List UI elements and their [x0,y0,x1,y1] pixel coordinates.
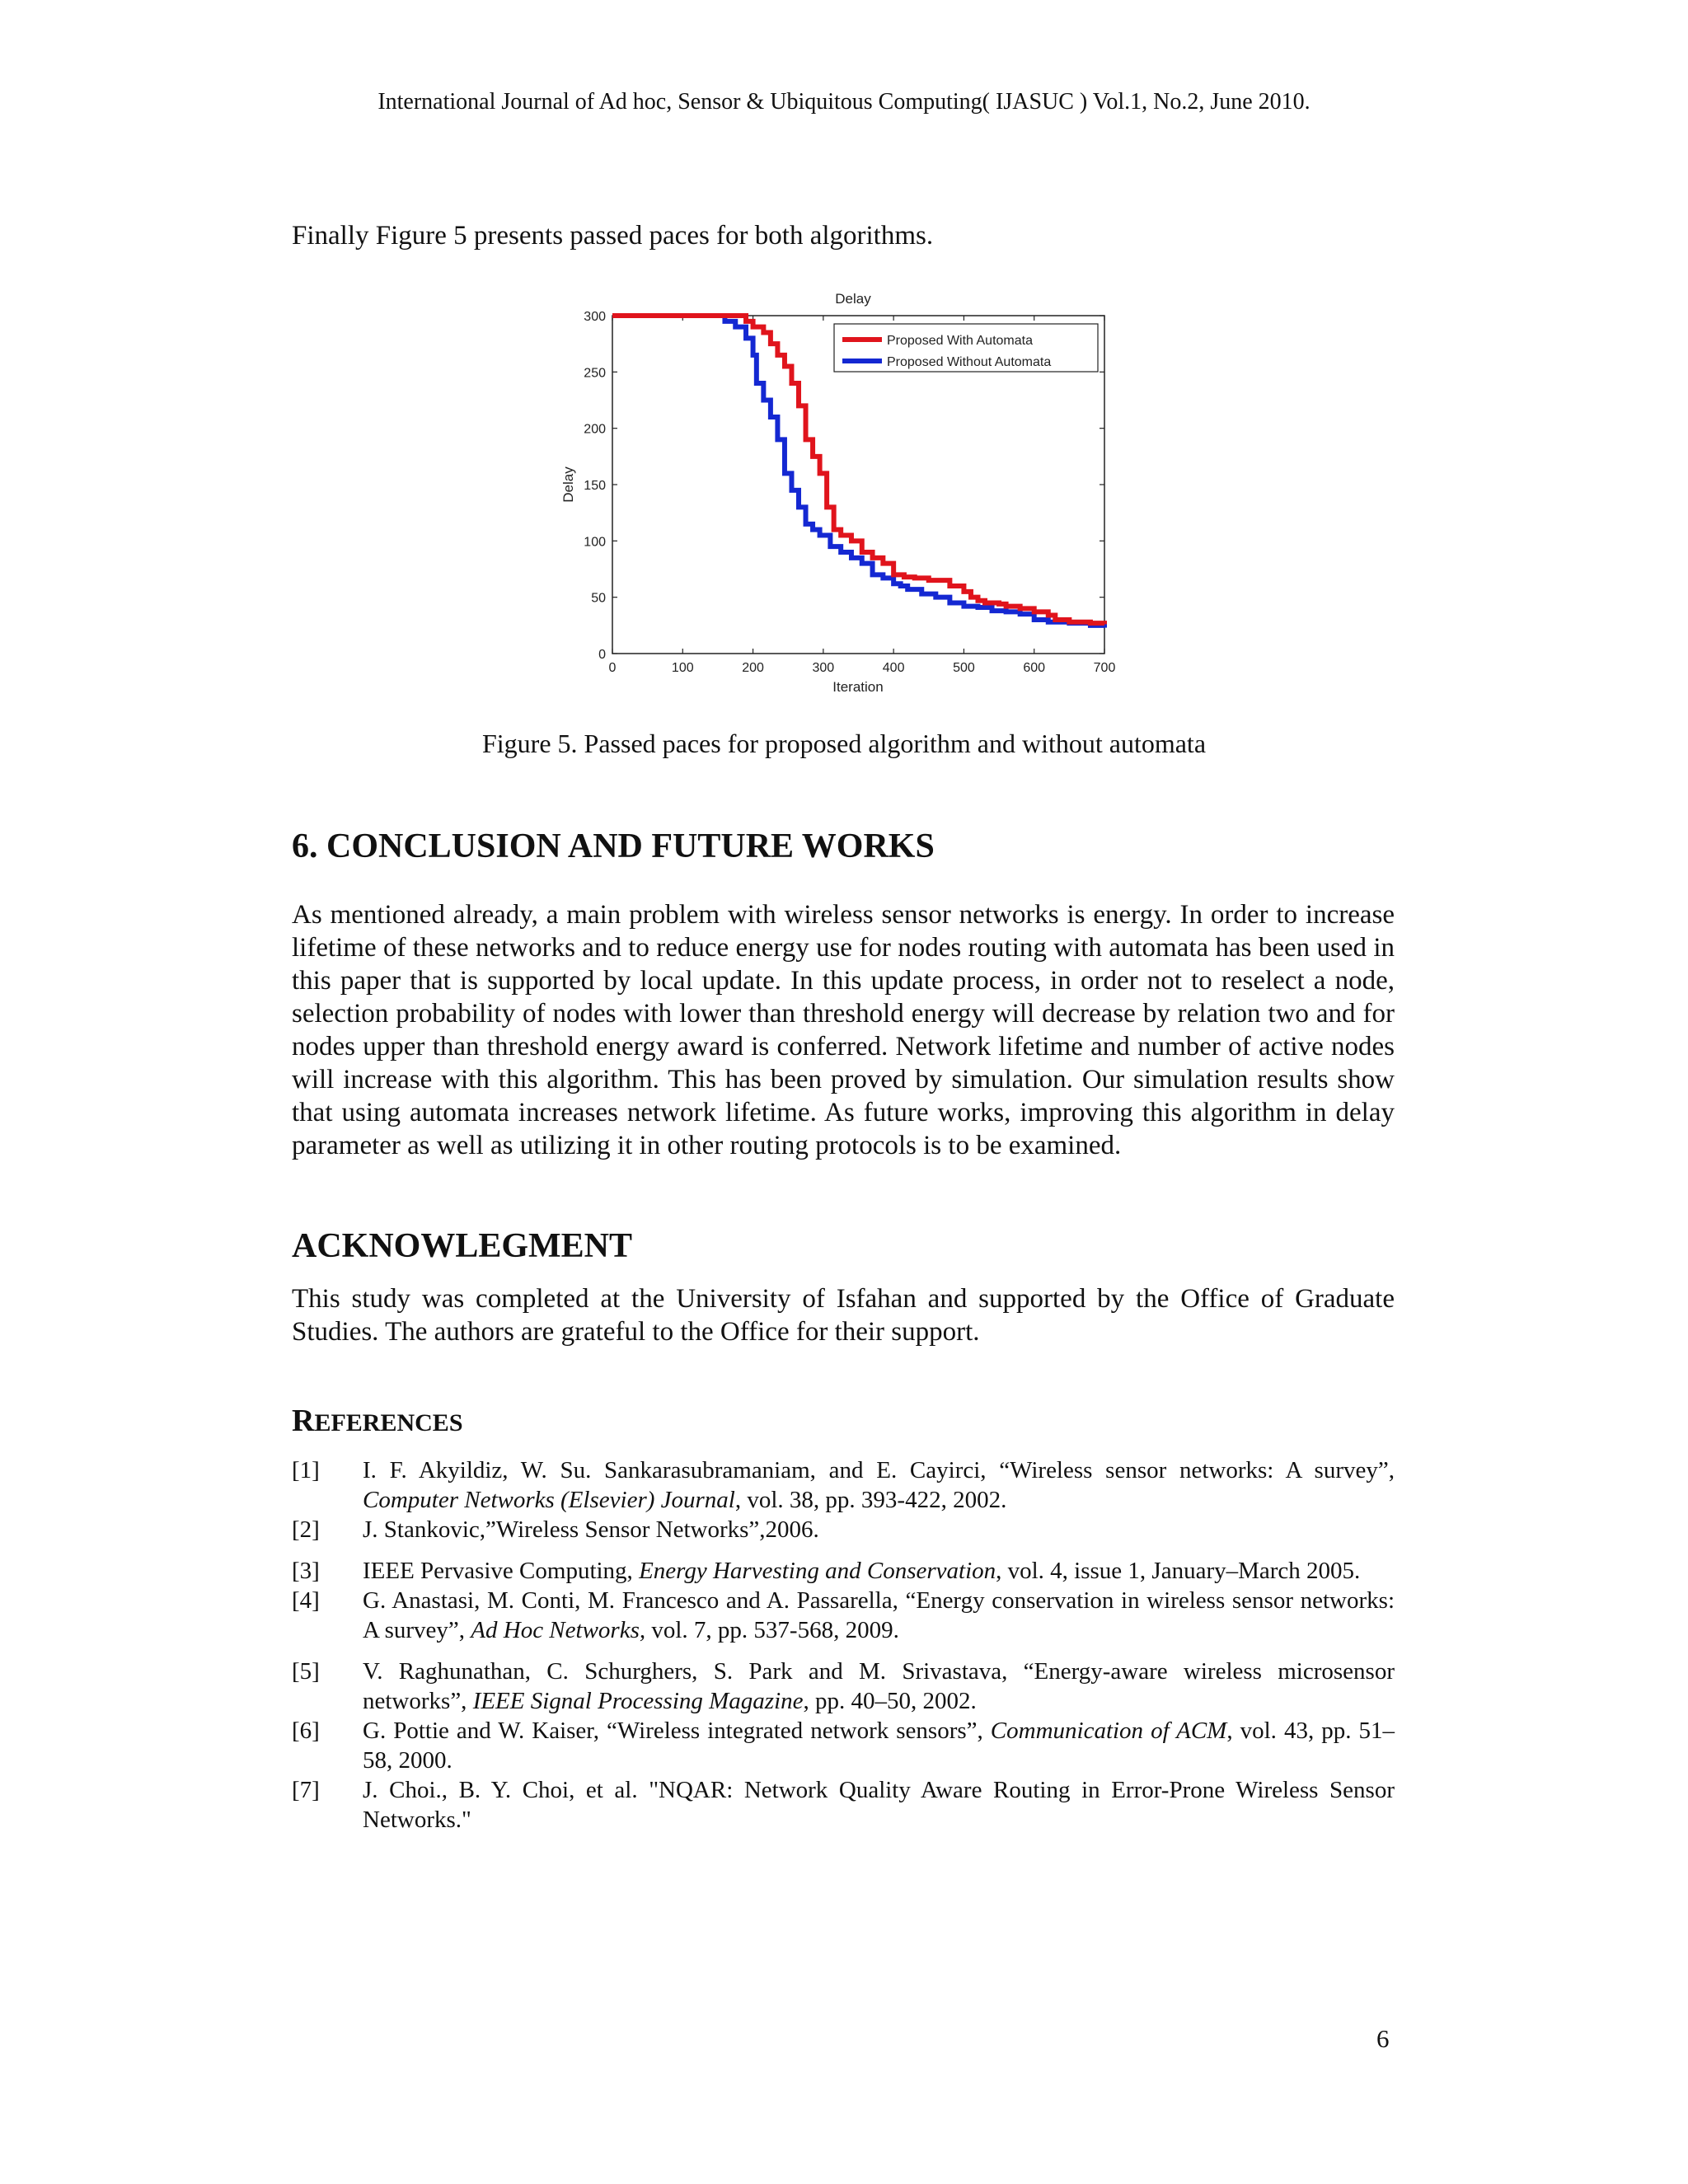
reference-text [363,1515,1395,1544]
figure-5 [528,279,1137,707]
reference-source: Energy Harvesting and Conservation [639,1558,996,1584]
reference-text [363,1716,1395,1775]
reference-text-main: J. Choi., B. Y. Choi, et al. "NQAR: Network Quality Aware Routing in Error-Prone Wireless Sensor Networks." [363,1777,1395,1833]
reference-item [292,1455,1395,1515]
reference-text-main: V. Raghunathan, C. Schurghers, S. Park and M. Srivastava, “Energy-aware wireless microsensor networks”, [363,1658,1395,1714]
reference-text [363,1775,1395,1835]
legend-entry: Proposed Without Automata [887,355,1052,369]
x-tick-label: 600 [1023,661,1046,675]
y-tick-label: 100 [584,535,606,550]
x-tick-label: 400 [882,661,905,675]
references-heading [292,1403,463,1439]
y-tick-label: 150 [584,479,606,493]
x-tick-label: 300 [812,661,835,675]
reference-details: , vol. 4, issue 1, January–March 2005. [996,1558,1361,1584]
x-tick-label: 200 [742,661,764,675]
x-tick-label: 700 [1093,661,1116,675]
reference-number: [4] [292,1587,320,1614]
reference-item [292,1657,1395,1716]
reference-text [363,1586,1395,1645]
reference-number: [2] [292,1516,320,1543]
acknowledgment-heading: ACKNOWLEGMENT [292,1227,633,1265]
reference-item [292,1716,1395,1775]
reference-item [292,1515,1395,1544]
chart-legend [834,324,1098,372]
intro-sentence: Finally Figure 5 presents passed paces for both algorithms. [292,221,934,251]
reference-item [292,1586,1395,1645]
references-heading-rest: EFERENCES [314,1409,463,1436]
reference-number: [5] [292,1658,320,1685]
reference-source: Ad Hoc Networks, [471,1617,646,1643]
reference-text-main: I. F. Akyildiz, W. Su. Sankarasubramaniam, and E. Cayirci, “Wireless sensor networks: A survey”, [363,1457,1395,1483]
y-tick-label: 200 [584,422,606,437]
delay-chart [528,279,1137,707]
reference-details: vol. 7, pp. 537-568, 2009. [645,1617,899,1643]
reference-item [292,1775,1395,1835]
x-tick-label: 0 [608,661,617,675]
y-tick-label: 250 [584,366,606,381]
reference-source: IEEE Signal Processing Magazine [472,1688,804,1714]
reference-number: [6] [292,1718,320,1744]
y-tick-label: 300 [584,310,606,324]
y-tick-label: 50 [591,591,606,606]
x-axis-label: Iteration [832,679,884,695]
reference-text-main: G. Pottie and W. Kaiser, “Wireless integrated network sensors”, [363,1718,991,1744]
section-6-body: As mentioned already, a main problem with wireless sensor networks is energy. In order to increase lifetime of these networks and to reduce energy use for nodes routing with automata has been used in this paper that is supported by local update. In this update process, in order not to reselect a node, selection probability of nodes with lower than threshold energy will decrease by relation two and for nodes upper than threshold energy award is conferred. Network lifetime and number of active nodes will increase with this algorithm. This has been proved by simulation. Our simulation results show that using automata increases network lifetime. As future works, improving this algorithm in delay parameter as well as utilizing it in other routing protocols is to be examined. [292,900,1395,1160]
x-tick-label: 500 [953,661,975,675]
reference-number: [1] [292,1457,320,1483]
page-number: 6 [1376,2024,1390,2053]
reference-details: , vol. 43, pp. 51–58, 2000. [363,1718,1395,1774]
x-tick-label: 100 [671,661,694,675]
legend-entry: Proposed With Automata [887,334,1033,348]
references-heading-initial: R [292,1404,315,1438]
reference-text-main: J. Stankovic,”Wireless Sensor Networks”,2006. [363,1516,819,1543]
reference-text [363,1556,1395,1586]
reference-item [292,1556,1395,1586]
reference-list [292,1455,1395,1835]
reference-text-main: G. Anastasi, M. Conti, M. Francesco and A. Passarella, “Energy conservation in wireless sensor networks: A survey”, [363,1587,1395,1643]
reference-source: Communication of ACM [990,1718,1227,1744]
reference-number: [3] [292,1558,320,1584]
reference-details: , vol. 38, pp. 393-422, 2002. [734,1487,1007,1513]
y-tick-label: 0 [598,648,606,662]
journal-header: International Journal of Ad hoc, Sensor & Ubiquitous Computing( IJASUC ) Vol.1, No.2, June 2010. [377,89,1311,115]
figure-caption: Figure 5. Passed paces for proposed algorithm and without automata [481,729,1207,758]
reference-text-main: IEEE Pervasive Computing, [363,1558,640,1584]
reference-details: , pp. 40–50, 2002. [803,1688,977,1714]
reference-text [363,1657,1395,1716]
reference-number: [7] [292,1777,320,1803]
acknowledgment-body: This study was completed at the University of Isfahan and supported by the Office of Graduate Studies. The authors are grateful to the Office for their support. [292,1284,1395,1347]
y-axis-label: Delay [560,466,576,503]
reference-source: Computer Networks (Elsevier) Journal [363,1487,735,1513]
section-6-heading: 6. CONCLUSION AND FUTURE WORKS [292,827,935,865]
chart-title: Delay [835,291,871,307]
reference-text [363,1455,1395,1515]
